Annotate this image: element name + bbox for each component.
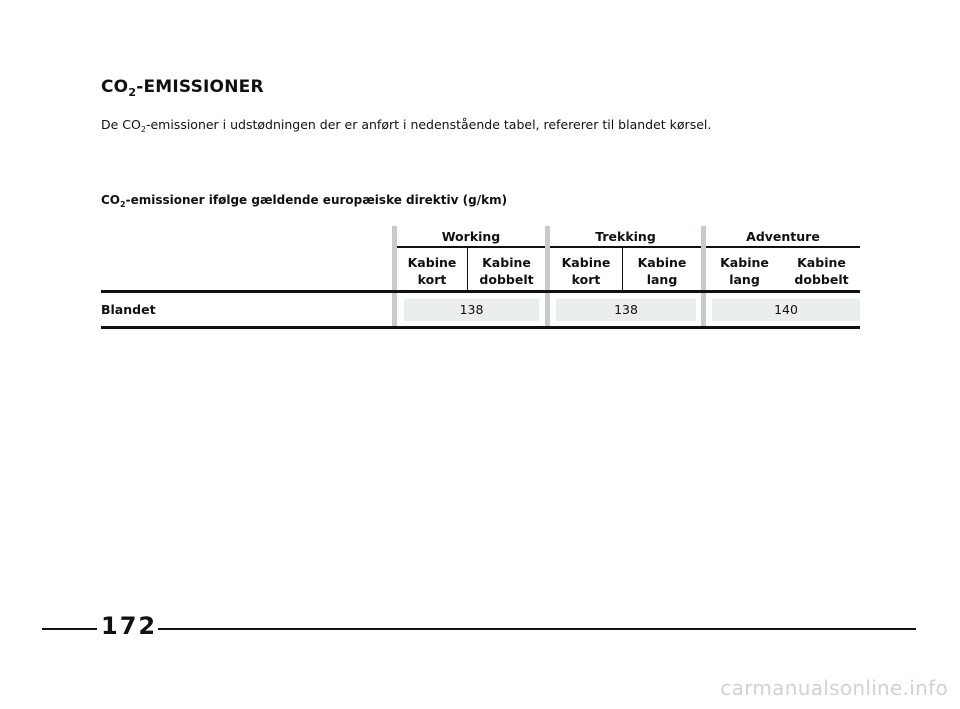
value-adventure: 140	[774, 302, 798, 317]
subheader-working-1: Kabine kort	[407, 255, 457, 287]
page-number: 172	[101, 612, 158, 640]
header-bottom-rule	[101, 290, 860, 293]
group-label-trekking: Trekking	[595, 229, 656, 244]
table-title: $CO_2$-emissioner ifølge gældende europæiske direktiv (g/km)	[101, 193, 508, 209]
group-rule	[397, 246, 545, 248]
group-rule	[706, 246, 860, 248]
group-label-adventure: Adventure	[746, 229, 820, 244]
page-title: $CO_2$-EMISSIONER	[101, 77, 264, 99]
value-trekking: 138	[614, 302, 638, 317]
subheader-adventure-2: Kabine dobbelt	[794, 255, 849, 287]
table-bottom-rule	[101, 326, 860, 329]
intro-paragraph: De $CO_2$-emissioner i udstødningen der er anført i nedenstående tabel, refererer til blandet kørsel.	[101, 117, 712, 134]
subheader-working-2: Kabine dobbelt	[479, 255, 534, 287]
footer-rule-left	[42, 628, 97, 630]
value-working: 138	[459, 302, 484, 317]
group-rule	[550, 246, 701, 248]
subheader-adventure-1: Kabine lang	[720, 255, 769, 287]
footer-rule-right	[158, 628, 916, 630]
watermark: carmanualsonline.info	[720, 676, 948, 700]
group-label-working: Working	[441, 229, 501, 244]
row-label: Blandet	[101, 302, 156, 317]
subheader-trekking-2: Kabine lang	[637, 255, 687, 287]
subheader-trekking-1: Kabine kort	[561, 255, 611, 287]
